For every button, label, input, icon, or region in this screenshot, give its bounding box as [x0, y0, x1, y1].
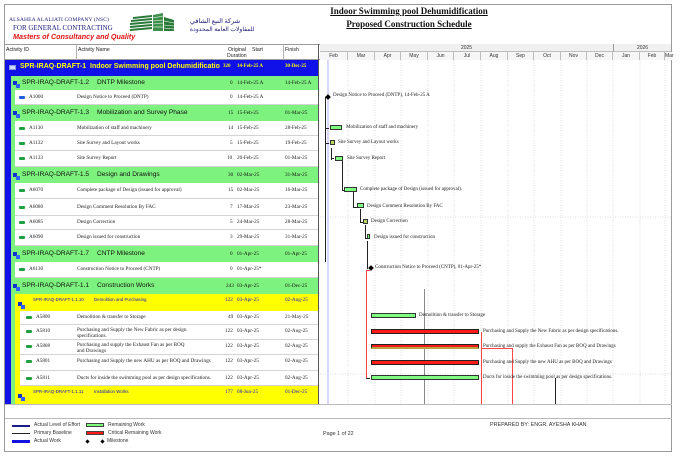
activity-id: A6090 [29, 234, 44, 240]
start-date: 15-Feb-25 [237, 140, 259, 146]
duration: 122 [225, 375, 233, 381]
finish-date: 28-Feb-25 [285, 125, 307, 131]
activity-id: A6085 [29, 219, 44, 225]
activity-name: Site Survey and Layout works [77, 140, 140, 146]
activity-name: Purchasing and Supply the new AHU as per BOQ and Drawings [77, 358, 211, 364]
wbs-id: SPR-IRAQ-DRAFT-1.2 [22, 79, 90, 86]
year-2025: 2025 [320, 44, 613, 52]
finish-date: 02-Aug-25 [285, 328, 308, 334]
start-date: 14-Feb-25 A [237, 64, 263, 69]
legend-milestone: Milestone [107, 438, 129, 444]
legend-critical-remaining-work: Critical Remaining Work [108, 430, 162, 436]
finish-date: 02-Aug-25 [285, 343, 308, 349]
duration: 243 [226, 283, 234, 289]
duration: 14 [228, 125, 234, 131]
month-nov-2025: Nov [561, 52, 587, 60]
activity-name: Demolition & transfer to Storage [77, 314, 146, 320]
column-original-duration[interactable]: Original [228, 47, 246, 53]
wbs-name: Mobilization and Survey Phase [97, 109, 188, 116]
activity-name: Purchasing and supply the Exhaust Fan as per BOQ and Drawings [77, 342, 185, 354]
wbs-name: Demolition and Purchasing [94, 297, 147, 302]
start-date: 14-Feb-25 A [237, 94, 264, 100]
finish-date: 31-Mar-25 [285, 234, 308, 240]
start-date: 03-Apr-25 [237, 343, 259, 349]
bar-label: Design issued for construction [374, 235, 435, 240]
finish-date: 19-Feb-25 [285, 140, 307, 146]
bar-label: Purchasing and supply the Exhaust Fan as per BOQ and Drawings [483, 344, 616, 349]
finish-date: 30-Dec-25 [285, 64, 307, 69]
duration: 3 [230, 234, 233, 240]
activity-id: A6080 [29, 204, 44, 210]
wbs-id: SPR-IRAQ-DRAFT-1.3 [22, 109, 90, 116]
wbs-name: Design and Drawings [97, 171, 160, 178]
company-subtitle-arabic: للمقاولات العامة المحدودة [190, 27, 255, 33]
duration: 15 [228, 110, 234, 116]
finish-date: 02-Aug-25 [285, 358, 308, 364]
wbs-name: Construction Works [97, 282, 155, 289]
milestone-icon [85, 439, 89, 443]
activity-name: Design Comment Resolution By FAC [77, 204, 156, 210]
activity-id: A1132 [29, 140, 43, 146]
activity-name: Design issued for construction [77, 234, 141, 240]
activity-id: A1000 [29, 94, 44, 100]
duration: 320 [223, 64, 231, 69]
duration: 122 [225, 328, 233, 334]
wbs-id: SPR-IRAQ-DRAFT-1.1.11 [33, 389, 84, 394]
duration: 5 [230, 219, 233, 225]
start-date: 15-Feb-25 [237, 125, 259, 131]
actual-level-of-effort-swatch [12, 425, 30, 427]
column-activity-name[interactable]: Activity Name [78, 47, 110, 53]
bar-label: Design Notice to Proceed (DNTP), 14-Feb-25 A [333, 93, 430, 98]
duration: 30 [228, 172, 234, 178]
start-date: 03-Apr-25 [237, 375, 259, 381]
start-date: 14-Feb-25 A [237, 80, 264, 86]
finish-date: 01-Mar-25 [285, 110, 308, 116]
month-jan-2026: Jan [613, 52, 640, 60]
milestone-icon [100, 439, 104, 443]
start-date: 02-Mar-25 [237, 172, 260, 178]
start-date: 24-Mar-25 [237, 219, 260, 225]
month-apr-2025: Apr [375, 52, 401, 60]
bar-label: Demolition & transfer to Storage [419, 313, 486, 318]
wbs-name: DNTP Milestone [97, 79, 145, 86]
start-date: 29-Mar-25 [237, 234, 260, 240]
finish-date: 02-Aug-25 [285, 297, 308, 303]
activity-name: Mobilization of staff and machinery [77, 125, 152, 131]
wbs-id: SPR-IRAQ-DRAFT-1.7 [22, 250, 90, 257]
activity-name: Purchasing and Supply the New Fabric as per design specifications. [77, 327, 187, 339]
start-date: 03-Apr-25 [237, 314, 259, 320]
start-date: 15-Feb-25 [237, 110, 259, 116]
bar-label: Purchasing and Supply the new AHU as per BOQ and Drawings [483, 360, 612, 365]
activity-id: A5811 [36, 375, 50, 381]
duration: 10 [227, 155, 233, 161]
start-date: 01-Apr-25* [237, 266, 262, 272]
activity-name: Design Correction [77, 219, 116, 225]
activity-id: A5810 [36, 328, 51, 334]
column-activity-id[interactable]: Activity ID [6, 47, 30, 53]
bar-label: Purchasing and Supply the New Fabric as per design specifications. [483, 329, 619, 334]
column-original-duration-line2: Duration [227, 53, 247, 59]
bar-label: Mobilization of staff and machinery [346, 125, 419, 130]
bar-label: Site Survey Report [347, 156, 386, 161]
start-date: 03-Apr-25 [237, 283, 259, 289]
duration: 0 [230, 80, 233, 86]
activity-id: A6070 [29, 187, 44, 193]
duration: 7 [230, 204, 233, 210]
actual-work-swatch [12, 440, 30, 443]
company-name-english: ALSAHEA ALALIATI COMPANY (NSC) [9, 17, 110, 23]
bar-label: Complete package of Design (issued for approval). [360, 187, 463, 192]
wbs-name: Installation Works [94, 389, 129, 394]
finish-date: 01-Dec-25 [285, 283, 308, 289]
month-feb-2026: Feb [640, 52, 665, 60]
duration: 15 [228, 187, 234, 193]
month-mar-2025: Mar [348, 52, 375, 60]
finish-date: 01-Mar-25 [285, 155, 308, 161]
finish-date: 28-Mar-25 [285, 219, 308, 225]
activity-name: Construction Notice to Proceed (CNTP) [77, 266, 161, 272]
duration: 0 [230, 251, 233, 257]
finish-date: 02-Aug-25 [285, 375, 308, 381]
bar-label: Ducts for inside the swimming pool as per design specifications. [483, 375, 613, 380]
legend-remaining-work: Remaining Work [108, 422, 145, 428]
wbs-id: SPR-IRAQ-DRAFT-1.1 [22, 282, 90, 289]
month-dec-2025: Dec [587, 52, 613, 60]
duration: 49 [228, 314, 234, 320]
start-date: 20-Feb-25 [237, 155, 259, 161]
month-oct-2025: Oct [534, 52, 561, 60]
finish-date: 23-Mar-25 [285, 204, 308, 210]
legend-actual-level-of-effort: Actual Level of Effort [34, 422, 81, 428]
activity-id: A5801 [36, 358, 51, 364]
bar-label: Site Survey and Layout works [338, 140, 399, 145]
duration: 5 [230, 140, 233, 146]
legend-actual-work: Actual Work [34, 438, 61, 444]
finish-date: 31-Mar-25 [285, 172, 308, 178]
duration: 0 [230, 266, 233, 272]
page-number: Page 1 of 22 [323, 431, 354, 437]
column-start[interactable]: Start [252, 47, 263, 53]
month-jul-2025: Jul [454, 52, 481, 60]
project-title: Indoor Swimming pool Dehumidification [330, 6, 488, 16]
year-2026: 2026 [613, 44, 671, 52]
wbs-id: SPR-IRAQ-DRAFT-1 [20, 63, 87, 70]
activity-id: A6130 [29, 266, 44, 272]
wbs-name: CNTP Milestone [97, 250, 145, 257]
finish-date: 01-Dec-25 [285, 389, 308, 395]
remaining-work-swatch [86, 423, 104, 427]
activity-id: A5800 [36, 314, 51, 320]
prepared-by: PREPARED BY: ENGR. AYESHA KHAN [490, 422, 587, 428]
start-date: 03-Apr-25 [237, 358, 259, 364]
duration: 0 [230, 94, 233, 100]
primary-baseline-swatch [12, 433, 30, 434]
activity-name: Site Survey Report [77, 155, 117, 161]
activity-id: A5808 [36, 343, 51, 349]
start-date: 08-Jun-25 [237, 389, 259, 395]
activity-id: A1133 [29, 155, 43, 161]
finish-date: 14-Feb-25 A [285, 80, 312, 86]
activity-name: Complete package of Design (issued for approval) [77, 187, 182, 193]
legend-primary-baseline: Primary Baseline [34, 430, 72, 436]
finish-date: 01-Apr-25 [285, 251, 307, 257]
wbs-id: SPR-IRAQ-DRAFT-1.1.10 [33, 297, 84, 302]
activity-name: Design Notice to Proceed (DNTP) [77, 94, 149, 100]
finish-date: 16-Mar-25 [285, 187, 308, 193]
month-mar-2026: Mar [665, 53, 674, 59]
schedule-title: Proposed Construction Schedule [346, 19, 472, 29]
company-name-arabic: شركة النبع الشافي [190, 18, 241, 25]
critical-remaining-work-swatch [86, 431, 104, 435]
wbs-name: Indoor Swimming pool Dehumidificatio [90, 63, 220, 70]
month-aug-2025: Aug [481, 52, 508, 60]
duration: 177 [225, 389, 233, 395]
company-subtitle: FOR GENERAL CONTRACTING [13, 24, 113, 32]
activity-id: A1130 [29, 125, 43, 131]
bar-label: Design Comment Resolution By FAC [367, 204, 443, 209]
month-may-2025: May [401, 52, 428, 60]
start-date: 17-Mar-25 [237, 204, 260, 210]
finish-date: 21-May-25 [285, 314, 309, 320]
start-date: 01-Apr-25 [237, 251, 259, 257]
bar-label: Construction Notice to Proceed (CNTP), 01-Apr-25* [375, 265, 482, 270]
company-tagline: Masters of Consultancy and Quality [13, 32, 136, 41]
duration: 122 [225, 343, 233, 349]
duration: 122 [225, 297, 233, 303]
wbs-id: SPR-IRAQ-DRAFT-1.5 [22, 171, 90, 178]
month-sep-2025: Sep [508, 52, 534, 60]
month-feb-2025: Feb [320, 52, 348, 60]
column-finish[interactable]: Finish [285, 47, 299, 53]
duration: 122 [225, 358, 233, 364]
month-jun-2025: Jun [428, 52, 454, 60]
bar-label: Design Correction [371, 219, 408, 224]
activity-name: Ducts for inside the swimming pool as per design specifications. [77, 375, 211, 381]
start-date: 02-Mar-25 [237, 187, 260, 193]
start-date: 03-Apr-25 [237, 328, 259, 334]
start-date: 03-Apr-25 [237, 297, 259, 303]
